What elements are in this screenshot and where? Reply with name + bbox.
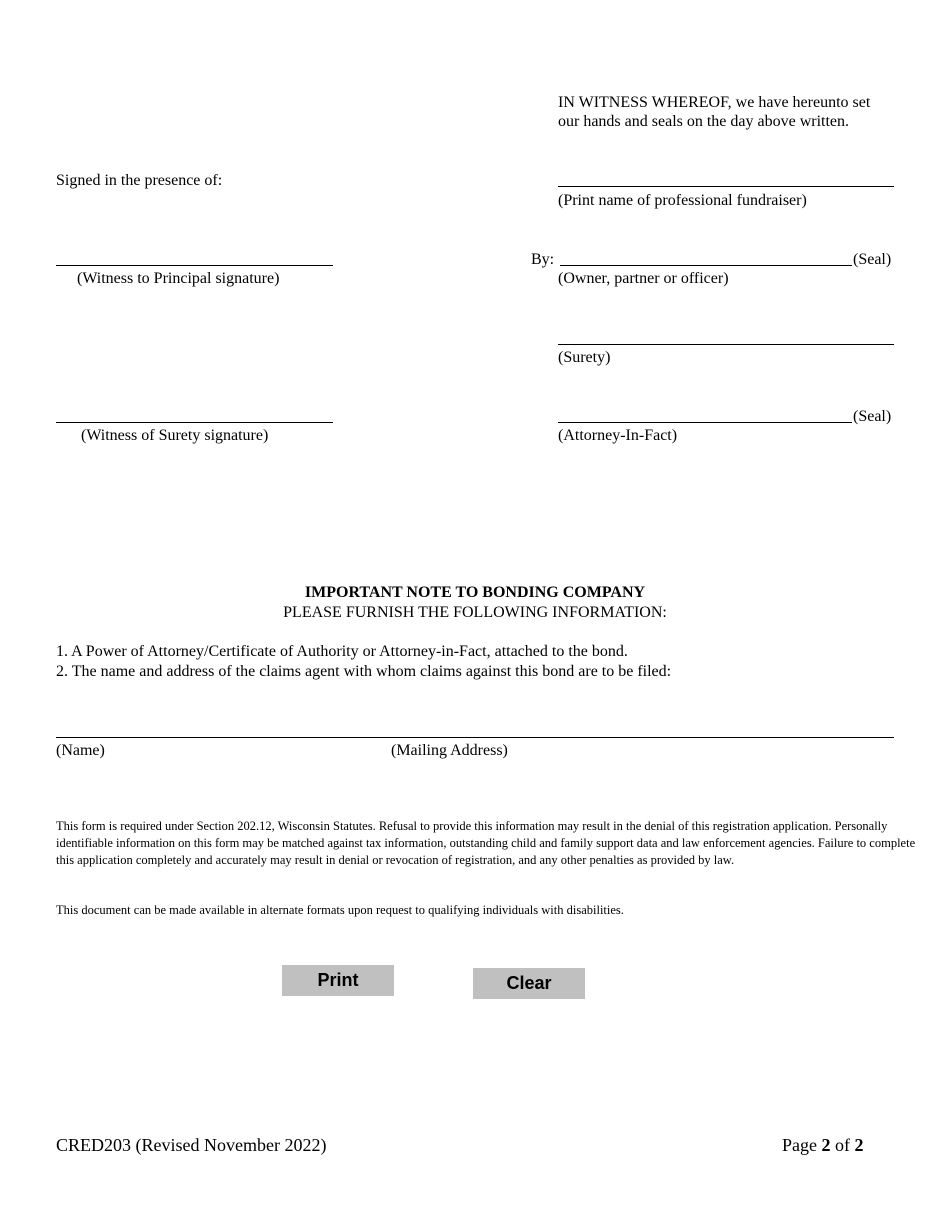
form-id: CRED203 (Revised November 2022) [56, 1135, 327, 1155]
attorney-label: (Attorney-In-Fact) [558, 427, 678, 444]
witness-statement-line-2: our hands and seals on the day above written. [558, 113, 850, 130]
surety-input[interactable] [558, 324, 898, 346]
fundraiser-name-label: (Print name of professional fundraiser) [558, 192, 807, 209]
legal-paragraph: This form is required under Section 202.12, Wisconsin Statutes. Refusal to provide this information may result in the denial of this registration application. Personally identifiable information on this form may be matched against tax information, outstanding child and family support data and law enforcement agencies. Failure to complete this application completely and accurately may result in denial or revocation of registration, and any other penalties as provided by law. [56, 819, 916, 867]
owner-signature-input[interactable] [560, 245, 856, 267]
witness-statement-line-1: IN WITNESS WHEREOF, we have hereunto set [558, 94, 871, 111]
note-subtitle: PLEASE FURNISH THE FOLLOWING INFORMATION: [283, 604, 667, 621]
witness-principal-label: (Witness to Principal signature) [77, 270, 280, 287]
page-word: Page [782, 1135, 822, 1155]
note-title: IMPORTANT NOTE TO BONDING COMPANY [304, 584, 646, 601]
note-item-2: 2. The name and address of the claims agent with whom claims against this bond are to be filed: [56, 663, 672, 680]
agent-name-input[interactable] [56, 717, 390, 739]
page-of: of [830, 1135, 855, 1155]
owner-seal-label: (Seal) [853, 251, 892, 268]
surety-label: (Surety) [558, 349, 611, 366]
agent-address-label: (Mailing Address) [391, 742, 508, 759]
fundraiser-name-input[interactable] [558, 166, 898, 188]
print-button[interactable]: Print [282, 965, 394, 996]
witness-surety-input[interactable] [56, 402, 337, 424]
page-current: 2 [821, 1135, 831, 1155]
page-total: 2 [854, 1135, 864, 1155]
accessibility-paragraph: This document can be made available in alternate formats upon request to qualifying individuals with disabilities. [56, 903, 624, 917]
note-item-1: 1. A Power of Attorney/Certificate of Authority or Attorney-in-Fact, attached to the bond. [56, 643, 628, 660]
agent-name-label: (Name) [56, 742, 105, 759]
clear-button[interactable]: Clear [473, 968, 585, 999]
witness-principal-input[interactable] [56, 245, 337, 267]
by-label: By: [531, 251, 555, 268]
signed-presence-label: Signed in the presence of: [56, 172, 223, 189]
witness-surety-label: (Witness of Surety signature) [81, 427, 269, 444]
page-indicator [782, 1135, 864, 1156]
agent-address-input[interactable] [391, 717, 898, 739]
owner-label: (Owner, partner or officer) [558, 270, 729, 287]
attorney-seal-label: (Seal) [853, 408, 892, 425]
attorney-input[interactable] [558, 402, 856, 424]
